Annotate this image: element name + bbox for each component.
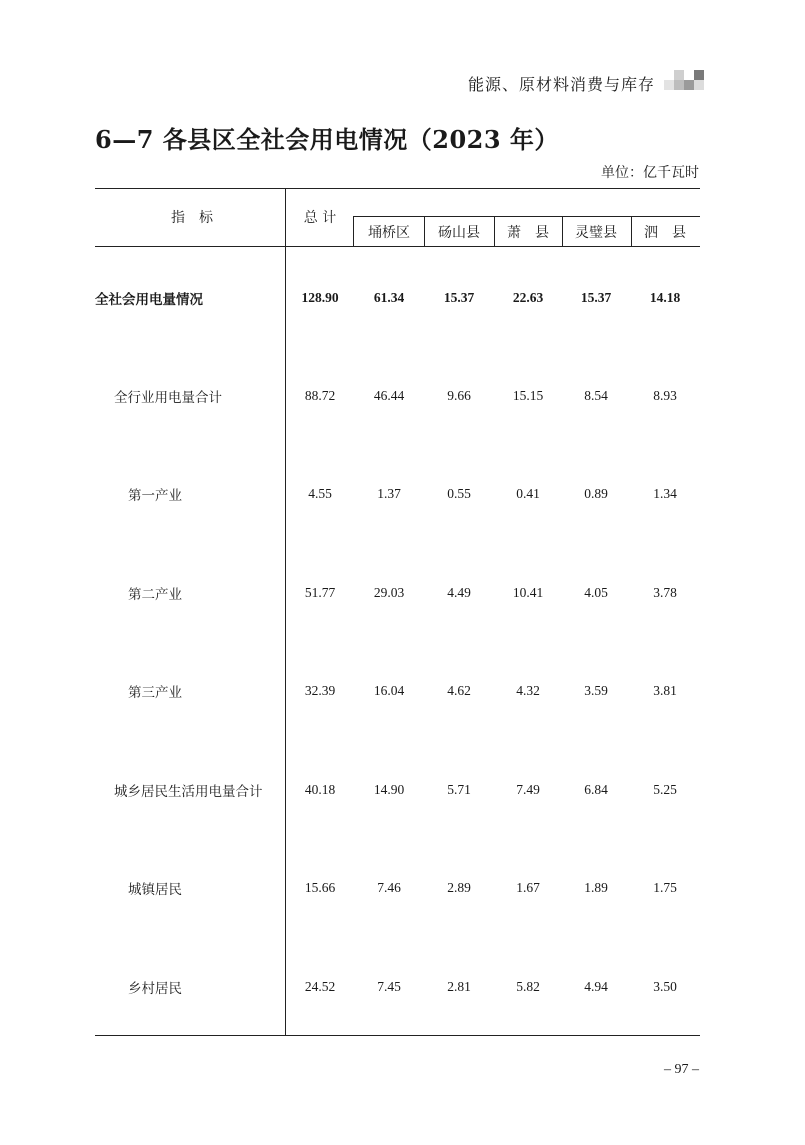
header-decoration <box>664 70 704 90</box>
table-cell: 40.18 <box>304 782 336 797</box>
table-cell: 6.84 <box>584 782 608 797</box>
page-title: 6—7 各县区全社会用电情况（2023 年） <box>95 125 559 154</box>
header-divider-1 <box>353 216 354 246</box>
table-cell: 88.72 <box>304 388 336 403</box>
table-cell: 8.54 <box>584 388 608 403</box>
table-cell: 4.62 <box>447 683 471 698</box>
table-cell: 61.34 <box>373 290 405 305</box>
table-cell: 24.52 <box>304 979 336 994</box>
table-cell: 3.50 <box>653 979 677 994</box>
table-cell: 15.15 <box>512 388 544 403</box>
table-cell: 4.55 <box>308 486 332 501</box>
table-cell: 15.37 <box>443 290 475 305</box>
header-divider-4 <box>562 216 563 246</box>
table-cell: 7.45 <box>377 979 401 994</box>
table-cell: 1.75 <box>653 880 677 895</box>
district-header-dangshan: 砀山县 <box>438 225 480 241</box>
table-cell: 4.94 <box>584 979 608 994</box>
row-label-tertiary-industry: 第三产业 <box>128 685 182 701</box>
table-cell: 32.39 <box>304 683 336 698</box>
table-cell: 4.05 <box>584 585 608 600</box>
total-header: 总 计 <box>303 210 337 226</box>
table-cell: 15.66 <box>304 880 336 895</box>
header-divider-5 <box>631 216 632 246</box>
table-cell: 14.18 <box>649 290 681 305</box>
table-cell: 46.44 <box>373 388 405 403</box>
table-cell: 9.66 <box>447 388 471 403</box>
table-cell: 5.25 <box>653 782 677 797</box>
table-cell: 4.49 <box>447 585 471 600</box>
table-cell: 14.90 <box>373 782 405 797</box>
district-header-sixian: 泗 县 <box>644 225 686 241</box>
header-divider-3 <box>494 216 495 246</box>
table-cell: 0.89 <box>584 486 608 501</box>
district-header-yongqiao: 埇桥区 <box>368 225 410 241</box>
running-header-title: 能源、原材料消费与库存 <box>467 75 655 94</box>
row-label-residential-total: 城乡居民生活用电量合计 <box>114 784 263 800</box>
district-header-rule <box>353 216 700 217</box>
header-bottom-rule <box>95 246 700 247</box>
table-cell: 0.55 <box>447 486 471 501</box>
district-header-lingbi: 灵璧县 <box>575 225 617 241</box>
table-cell: 1.67 <box>516 880 540 895</box>
table-cell: 5.71 <box>447 782 471 797</box>
table-cell: 3.78 <box>653 585 677 600</box>
header-divider-2 <box>424 216 425 246</box>
row-label-secondary-industry: 第二产业 <box>128 587 182 603</box>
indicator-column-divider <box>285 188 286 1035</box>
indicator-header: 指 标 <box>171 210 213 226</box>
table-cell: 3.81 <box>653 683 677 698</box>
table-cell: 2.81 <box>447 979 471 994</box>
table-cell: 51.77 <box>304 585 336 600</box>
table-cell: 15.37 <box>580 290 612 305</box>
table-cell: 7.49 <box>516 782 540 797</box>
table-cell: 7.46 <box>377 880 401 895</box>
row-label-rural-residents: 乡村居民 <box>128 981 182 997</box>
row-label-urban-residents: 城镇居民 <box>128 882 182 898</box>
table-cell: 1.34 <box>653 486 677 501</box>
table-top-rule <box>95 188 700 189</box>
table-cell: 10.41 <box>512 585 544 600</box>
row-label-industry-total: 全行业用电量合计 <box>114 390 222 406</box>
table-cell: 1.89 <box>584 880 608 895</box>
table-cell: 3.59 <box>584 683 608 698</box>
table-cell: 16.04 <box>373 683 405 698</box>
table-cell: 4.32 <box>516 683 540 698</box>
table-cell: 0.41 <box>516 486 540 501</box>
district-header-xiaoxian: 萧 县 <box>507 225 549 241</box>
table-bottom-rule <box>95 1035 700 1036</box>
table-cell: 8.93 <box>653 388 677 403</box>
table-cell: 29.03 <box>373 585 405 600</box>
table-cell: 22.63 <box>512 290 544 305</box>
table-cell: 2.89 <box>447 880 471 895</box>
row-label-primary-industry: 第一产业 <box>128 488 182 504</box>
table-cell: 128.90 <box>301 290 339 305</box>
table-cell: 5.82 <box>516 979 540 994</box>
unit-label: 单位：亿千瓦时 <box>601 165 699 181</box>
table-cell: 1.37 <box>377 486 401 501</box>
row-label-total-consumption: 全社会用电量情况 <box>95 292 203 308</box>
page-number: – 97 – <box>664 1062 699 1077</box>
